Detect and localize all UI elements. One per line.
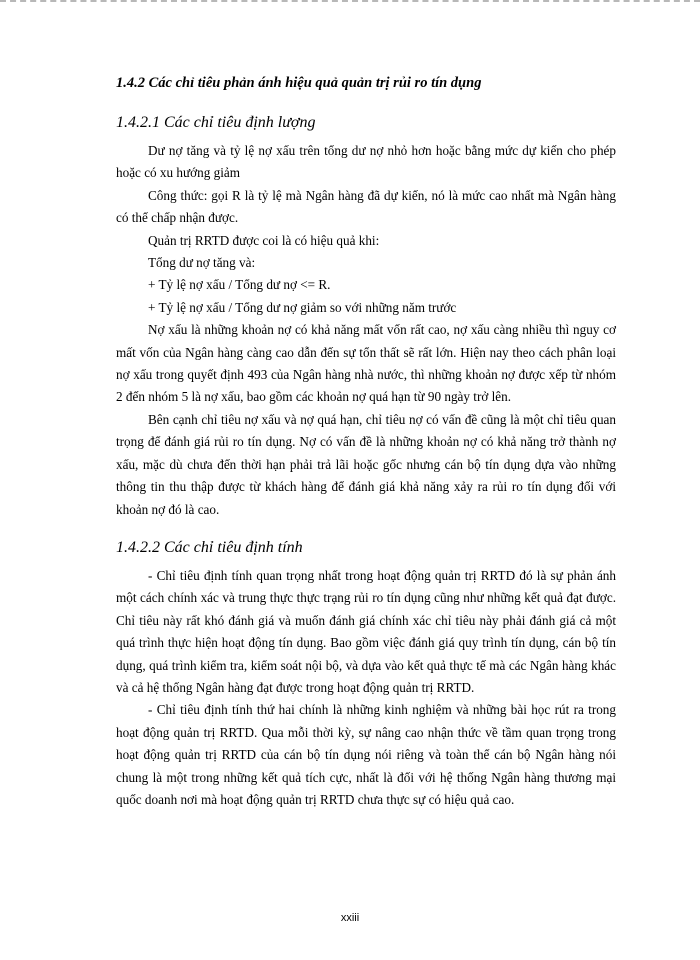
paragraph: Bên cạnh chỉ tiêu nợ xấu và nợ quá hạn, chỉ tiêu nợ có vấn đề cũng là một chỉ tiêu quan trọng để đánh giá rủi ro tín dụng. Nợ có vấn đề là những khoản nợ có khả năng trở thành nợ xấu, mặc dù chưa đến thời hạn phải trả lãi hoặc gốc nhưng cán bộ tín dụng dựa vào những thông tin thu thập được từ khách hàng để đánh giá khả năng xảy ra rủi ro tín dụng đối với khoản nợ đó là cao. <box>116 411 616 517</box>
paragraph: Tổng dư nợ tăng và: <box>148 255 256 271</box>
paragraph: Công thức: gọi R là tỷ lệ mà Ngân hàng đã dự kiến, nó là mức cao nhất mà Ngân hàng có thể chấp nhận được. <box>116 187 616 226</box>
page-top-border <box>0 0 700 2</box>
paragraph: + Tỷ lệ nợ xấu / Tổng dư nợ giảm so với những năm trước <box>148 299 457 315</box>
page-number: xxiii <box>340 912 360 924</box>
page-content <box>116 72 616 811</box>
subsection-heading-quantitative: 1.4.2.1 Các chỉ tiêu định lượng <box>116 114 316 131</box>
subsection-heading-qualitative: 1.4.2.2 Các chỉ tiêu định tính <box>116 538 303 556</box>
section-heading: 1.4.2 Các chỉ tiêu phản ánh hiệu quả quản trị rủi ro tín dụng <box>116 75 482 91</box>
paragraph: + Tỷ lệ nợ xấu / Tổng dư nợ <= R. <box>148 277 331 293</box>
paragraph: Dư nợ tăng và tỷ lệ nợ xấu trên tổng dư nợ nhỏ hơn hoặc bằng mức dự kiến cho phép hoặc có xu hướng giảm <box>116 143 616 181</box>
paragraph: - Chỉ tiêu định tính quan trọng nhất trong hoạt động quản trị RRTD đó là sự phản ánh một cách chính xác và trung thực thực trạng rủi ro tín dụng cũng như những kết quả đạt được. Chỉ tiêu này rất khó đánh giá và muốn đánh giá chính xác chỉ tiêu này phải đánh giá cả một quá trình thực hiện hoạt động tín dụng. Bao gồm việc đánh giá quy trình tín dụng, cán bộ tín dụng, quá trình kiểm tra, kiểm soát nội bộ, và dựa vào kết quả thực tế mà các Ngân hàng khác và cả hệ thống Ngân hàng đạt được trong hoạt động quản trị RRTD. <box>116 567 616 695</box>
paragraph: - Chỉ tiêu định tính thứ hai chính là những kinh nghiệm và những bài học rút ra trong hoạt động quản trị RRTD. Qua mỗi thời kỳ, sự nâng cao nhận thức về tầm quan trọng trong hoạt động quản trị RRTD của cán bộ tín dụng nói riêng và toàn thể cán bộ Ngân hàng nói chung là một trong những kết quả tích cực, nhất là đối với hệ thống Ngân hàng thương mại quốc doanh nơi mà hoạt động quản trị RRTD chưa thực sự có hiệu quả cao. <box>116 702 616 807</box>
paragraph: Nợ xấu là những khoản nợ có khả năng mất vốn rất cao, nợ xấu càng nhiều thì nguy cơ mất vốn của Ngân hàng càng cao dẫn đến sự tổn thất sẽ rất lớn. Hiện nay theo cách phân loại nợ xấu trong quyết định 493 của Ngân hàng nhà nước, thì những khoản nợ được xếp từ nhóm 2 đến nhóm 5 là nợ xấu, bao gồm các khoản nợ quá hạn từ 90 ngày trở lên. <box>116 322 616 405</box>
paragraph: Quản trị RRTD được coi là có hiệu quả khi: <box>148 232 380 248</box>
